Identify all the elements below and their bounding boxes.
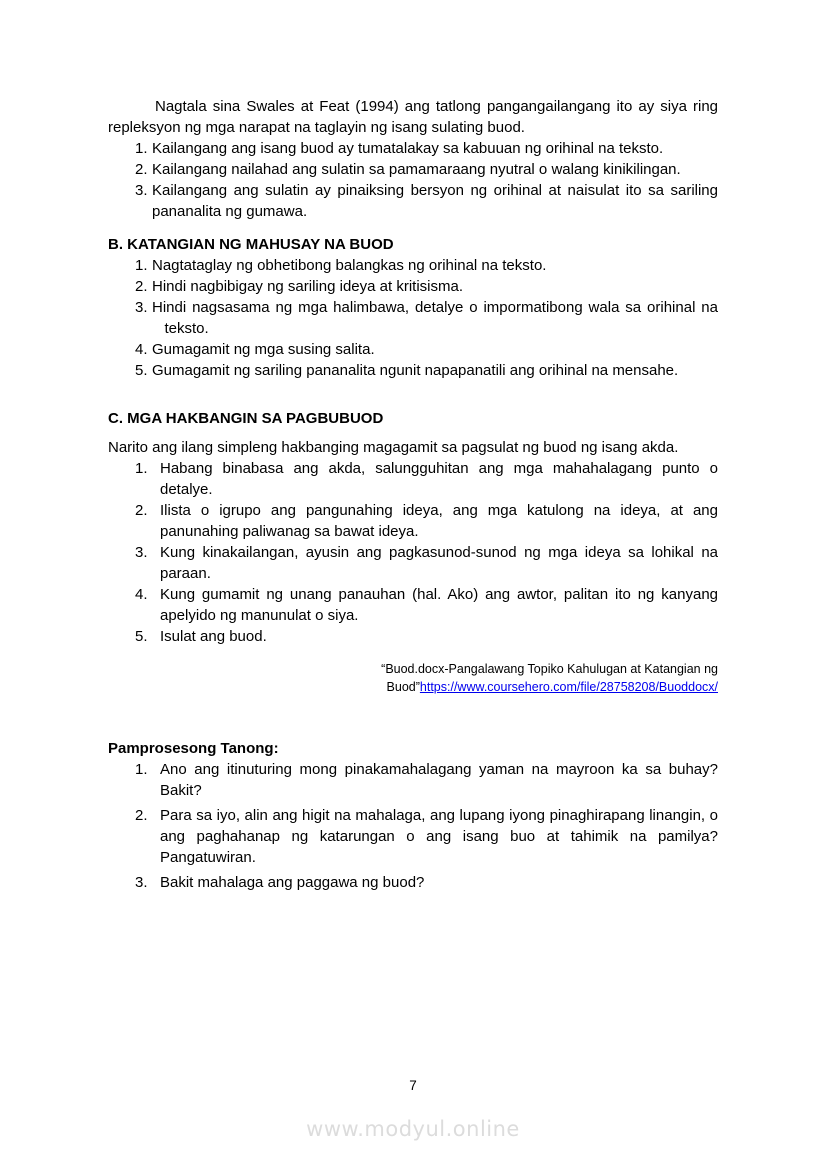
citation-link[interactable]: https://www.coursehero.com/file/28758208/Buoddocx/ <box>419 679 718 694</box>
citation-quote-suffix: Buod” <box>386 679 420 694</box>
list-item <box>135 759 718 801</box>
list-item <box>135 584 718 626</box>
list-item <box>135 276 718 297</box>
list-item-text: Hindi nagsasama ng mga halimbawa, detalye o impormatibong wala sa orihinal na teksto. <box>152 299 718 337</box>
list-item <box>135 872 718 893</box>
list-item <box>135 138 718 159</box>
list-item-number: 3. <box>135 874 148 891</box>
citation-line1: “Buod.docx-Pangalawang Topiko Kahulugan at Katangian ng <box>381 662 718 676</box>
list-item-number: 2. <box>135 278 148 295</box>
section-b-list <box>135 255 718 381</box>
questions-list <box>135 759 718 893</box>
list-item-text: Kung kinakailangan, ayusin ang pagkasunod-sunod ng mga ideya sa lohikal na paraan. <box>160 544 718 582</box>
list-item-number: 4. <box>135 341 148 358</box>
list-item-text: Bakit mahalaga ang paggawa ng buod? <box>160 874 425 891</box>
list-item <box>135 458 718 500</box>
citation <box>108 661 718 696</box>
list-item-text: Para sa iyo, alin ang higit na mahalaga, ang lupang iyong pinaghirapang linangin, o ang paghahanap ng katarungan o ang isang buo at tahimik na pamilya? Pangatuwiran. <box>160 807 718 866</box>
list-item-number: 3. <box>135 182 148 199</box>
section-c-list <box>135 458 718 647</box>
list-item-number: 2. <box>135 502 148 519</box>
list-item-number: 1. <box>135 257 148 274</box>
intro-list <box>135 138 718 222</box>
list-item-number: 5. <box>135 362 148 379</box>
list-item-number: 4. <box>135 586 148 603</box>
citation-line2 <box>108 679 718 697</box>
list-item <box>135 159 718 180</box>
list-item <box>135 180 718 222</box>
section-c-heading: C. MGA HAKBANGIN SA PAGBUBUOD <box>108 410 384 427</box>
list-item-number: 3. <box>135 299 148 316</box>
list-item-number: 3. <box>135 544 148 561</box>
list-item-number: 1. <box>135 140 148 157</box>
list-item <box>135 360 718 381</box>
list-item-text: Isulat ang buod. <box>160 628 267 645</box>
list-item-number: 2. <box>135 161 148 178</box>
list-item-number: 5. <box>135 628 148 645</box>
list-item <box>135 297 718 339</box>
list-item-text: Kailangang ang isang buod ay tumatalakay sa kabuuan ng orihinal na teksto. <box>152 140 664 157</box>
list-item-text: Ano ang itinuturing mong pinakamahalagang yaman na mayroon ka sa buhay? Bakit? <box>160 761 718 799</box>
list-item-number: 1. <box>135 761 148 778</box>
watermark: www.modyul.online <box>306 1117 520 1141</box>
section-c-intro: Narito ang ilang simpleng hakbanging magagamit sa pagsulat ng buod ng isang akda. <box>108 439 679 456</box>
list-item-number: 2. <box>135 807 148 824</box>
list-item <box>135 500 718 542</box>
list-item-text: Kailangang ang sulatin ay pinaiksing bersyon ng orihinal at naisulat ito sa sariling pananalita ng gumawa. <box>152 182 718 220</box>
list-item <box>135 805 718 868</box>
questions-heading: Pamprosesong Tanong: <box>108 740 279 757</box>
list-item-text: Kailangang nailahad ang sulatin sa pamamaraang nyutral o walang kinikilingan. <box>152 161 681 178</box>
list-item-text: Gumagamit ng sariling pananalita ngunit napapanatili ang orihinal na mensahe. <box>152 362 679 379</box>
list-item-text: Habang binabasa ang akda, salungguhitan ang mga mahahalagang punto o detalye. <box>160 460 718 498</box>
intro-paragraph: Nagtala sina Swales at Feat (1994) ang tatlong pangangailangang ito ay siya ring repleksyon ng mga narapat na taglayin ng isang sulating buod. <box>108 98 718 136</box>
list-item-number: 1. <box>135 460 148 477</box>
list-item-text: Kung gumamit ng unang panauhan (hal. Ako) ang awtor, palitan ito ng kanyang apelyido ng manunulat o siya. <box>160 586 718 624</box>
list-item <box>135 542 718 584</box>
list-item-text: Ilista o igrupo ang pangunahing ideya, ang mga katulong na ideya, at ang panunahing paliwanag sa bawat ideya. <box>160 502 718 540</box>
list-item <box>135 339 718 360</box>
list-item-text: Nagtataglay ng obhetibong balangkas ng orihinal na teksto. <box>152 257 547 274</box>
list-item <box>135 626 718 647</box>
section-b-heading: B. KATANGIAN NG MAHUSAY NA BUOD <box>108 236 394 253</box>
list-item <box>135 255 718 276</box>
page-number: 7 <box>409 1078 417 1093</box>
list-item-text: Hindi nagbibigay ng sariling ideya at kritisisma. <box>152 278 463 295</box>
list-item-text: Gumagamit ng mga susing salita. <box>152 341 375 358</box>
